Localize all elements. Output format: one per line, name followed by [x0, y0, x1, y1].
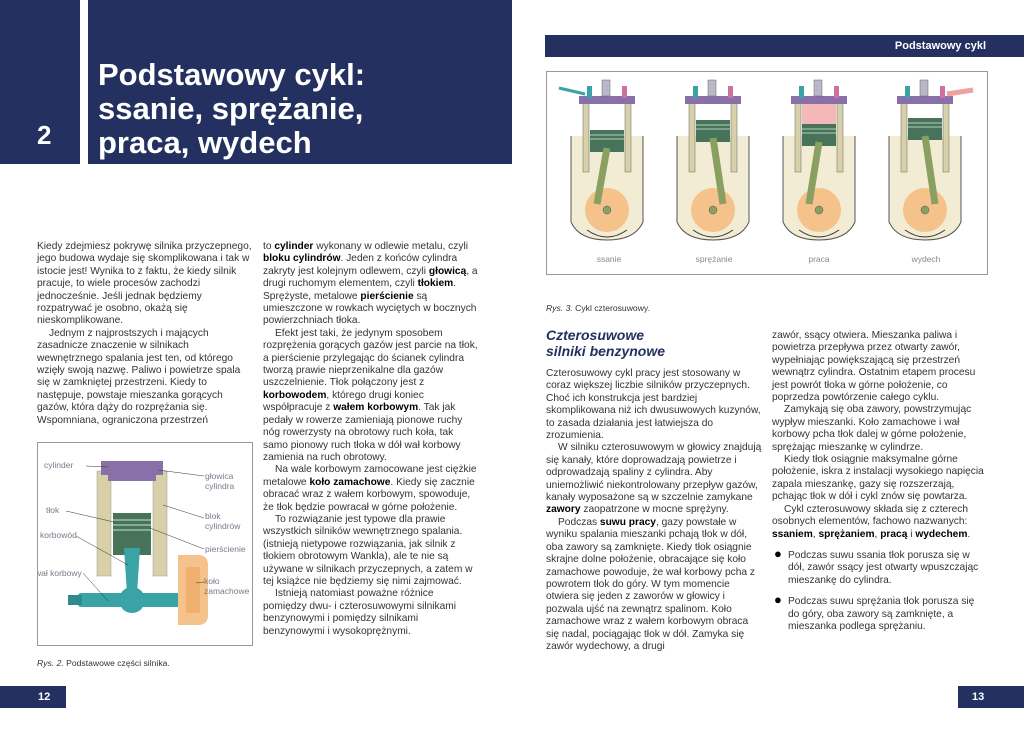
engine-stage [559, 80, 643, 240]
caption-label: Rys. 3. [546, 303, 573, 313]
chapter-title-line: ssanie, sprężanie, [98, 91, 364, 126]
column-2 [263, 241, 479, 638]
label-kolo: koło [204, 576, 220, 586]
crank-pin [921, 206, 929, 214]
bullet-text: Podczas suwu ssania tłok porusza się w dół, zawór ssący jest otwarty wpuszczając mieszankę do cylindra. [788, 549, 979, 586]
exhaust-valve [834, 86, 839, 98]
spark-plug [602, 80, 610, 96]
engine-stage [677, 80, 749, 240]
label-glowica: głowica [205, 471, 234, 481]
term: wałem korbowym [333, 402, 419, 414]
text-run: . Sprężyste, metalowe [263, 278, 457, 302]
text-run: Na wale korbowym zamocowane jest ciężkie metalowe [263, 464, 477, 488]
term: suwu pracy [599, 516, 656, 528]
exhaust-valve [728, 86, 733, 98]
figure-four-stroke-cycle [546, 71, 988, 275]
caption-text: Podstawowe części silnika. [63, 658, 170, 668]
text-run: , a drugi ruchomym elementem, czyli [263, 265, 478, 290]
label-blok-2: cylindrów [205, 521, 241, 531]
text-run: to [263, 241, 275, 252]
cylinder-wall [625, 102, 631, 172]
text-run: i [907, 528, 916, 540]
label-tlok: tłok [46, 505, 60, 515]
text-run: . Jeden z końców cylindra zakryty jest kolejnym odlewem, czyli [263, 253, 458, 277]
term: głowicą [428, 265, 467, 277]
engine-parts-diagram [38, 443, 252, 645]
paragraph: zawór, ssący otwiera. Mieszanka paliwa i powietrza przepływa przez otwarty zawór, wypełniając powiększającą się przestrzeń wewnątrz cylindra. Ostatnim etapem procesu jest powrót tłoka w górne położenie, co poprzedza powtórzenie całego cyklu. [772, 330, 976, 404]
paragraph: To rozwiązanie jest typowe dla prawie wszystkich silników wewnętrznego spalania. (istnieją nietypowe rozwiązania, jak silnik z tłokiem obrotowym Wankla), ale te nie są używane w silnikach przyczepnych, a zatem w tej książce nie będziemy się nimi zajmować. [263, 513, 473, 587]
term: tłokiem [417, 278, 454, 290]
term: pracą [880, 528, 908, 540]
intake-valve [905, 86, 910, 98]
paragraph [263, 464, 479, 514]
four-stroke-diagram [547, 72, 987, 274]
paragraph [546, 517, 762, 653]
combustion-gas [802, 104, 836, 124]
cylinder-wall [795, 102, 801, 172]
exhaust-valve [940, 86, 945, 98]
engine-stage [889, 80, 973, 240]
exhaust-valve [622, 86, 627, 98]
bullet-item [772, 592, 988, 633]
intake-valve [799, 86, 804, 98]
label-wal-korbowy: wał korbowy [38, 568, 82, 578]
crank-pin [709, 206, 717, 214]
page-number-left [0, 686, 66, 708]
running-header-text: Podstawowy cykl [894, 40, 986, 52]
label-blok: blok [205, 511, 221, 521]
spark-plug [814, 80, 822, 96]
chapter-number-block [0, 0, 80, 164]
bullet-item [772, 545, 988, 587]
text-run: Efekt jest taki, że jedynym sposobem rozprężenia gorących gazów jest parcie na tłok, a pierścienie przylegając do ścianek cylindra tworzą prawie nieprzenikalne dla gazów uszczelnienie. Tłok połączony jest z [263, 327, 478, 389]
term: pierścienie [360, 290, 414, 302]
section-title-line: Czterosuwowe [546, 327, 645, 343]
paragraph [263, 328, 479, 464]
crank-pin [603, 206, 611, 214]
paragraph: Kiedy tłok osiągnie maksymalne górne położenie, iskra z instalacji wysokiego napięcia zapala mieszankę, gazy się rozszerzają, pchając tłok w dół i cykl znów się powtarza. [772, 454, 984, 503]
paragraph: Czterosuwowy cykl pracy jest stosowany w coraz większej liczbie silników przyczepnych. Choć ich konstrukcja jest bardziej skomplikowana niż ich dwusuwowych kuzynów, to zasada działania jest łatwiejsza do zrozumienia. [546, 368, 761, 442]
term: wydechem [915, 528, 968, 540]
label-pierscienie: pierścienie [205, 544, 246, 554]
intake-valve [693, 86, 698, 98]
column-3 [546, 368, 762, 653]
chapter-title-line: praca, wydech [98, 125, 312, 160]
term: sprężaniem [818, 528, 875, 540]
exhaust-flow [947, 90, 973, 94]
paragraph: Jednym z najprostszych i mających zasadnicze znaczenie w silnikach wewnętrznego spalania jest ten, od którego wzięły swoją nazwę. Paliwo i powietrze spala się w zamkniętej przestrzeni. Kiedy to następuje, powstaje mieszanka gorących gazów, która dąży do rozprężania się. Wspomniana, ograniczona przestrzeń [37, 327, 241, 426]
chapter-title-block [88, 0, 512, 164]
column-4 [772, 330, 988, 633]
page-number: 12 [38, 691, 51, 703]
text-run: . Kiedy się zacznie obracać wraz z wałem korbowym, spowoduje, że tłok będzie powracał w górne położenie. [263, 476, 475, 513]
chapter-title-line: Podstawowy cykl: [98, 57, 366, 92]
spark-plug [920, 80, 928, 96]
bullet-icon: ● [774, 545, 782, 561]
chapter-title [98, 58, 365, 160]
term: koło zamachowe [309, 476, 391, 488]
term: bloku cylindrów [263, 253, 341, 265]
figure-3-caption [546, 303, 846, 313]
section-title [546, 327, 766, 359]
stage-label-ssanie: ssanie [596, 254, 622, 264]
paragraph: Kiedy zdejmiesz pokrywę silnika przyczepnego, jego budowa wydaje się skomplikowana i tak w istocie jest! Wynika to z faktu, że kiedy silnik pracuje, to wiele procesów zachodzi jednocześnie. Jeśli jednak będziemy rozpatrywać je osobno, okażą się nieskomplikowane. [37, 241, 252, 327]
term: ssaniem [772, 528, 813, 540]
figure-2-caption [37, 658, 251, 668]
cylinder-wall [837, 102, 843, 172]
cylinder-wall [943, 102, 949, 172]
paragraph [772, 504, 988, 541]
chapter-number: 2 [37, 120, 52, 150]
text-run: , gazy powstałe w wyniku spalania mieszanki pchają tłok w dół, oba zawory są zamknięte. Kiedy tłok osiągnie skrajne dolne położenie, obracające się koło zamachowe powoduje, że wał korbowy pcha z powrotem tłok do góry. W tym momencie otwiera się jeden z zaworów w głowicy i pozwala ujść na zewnątrz spalinom. Koło zamachowe wraz z wałem korbowym obraca się nadal, pociągając tłok w dół. Zamyka się zawór wydechowy, a drugi [546, 516, 755, 652]
column-1 [37, 241, 253, 427]
cylinder-wall [901, 102, 907, 172]
text-run: zaopatrzone w mocne sprężyny. [580, 504, 729, 516]
label-glowica-2: cylindra [205, 481, 235, 491]
cylinder-wall [689, 102, 695, 172]
text-run: , [812, 528, 819, 540]
bullet-icon: ● [774, 592, 782, 608]
stage-label-sprezanie: sprężanie [695, 254, 733, 264]
label-kolo-2: zamachowe [204, 586, 250, 596]
intake-flow [559, 88, 585, 94]
text-run: Cykl czterosuwowy składa się z czterech osobnych elementów, fachowo nazwanych: [772, 503, 969, 528]
page-number: 13 [972, 691, 985, 703]
cylinder-wall [731, 102, 737, 172]
paragraph [263, 241, 479, 328]
cylinder-wall [583, 102, 589, 172]
caption-label: Rys. 2. [37, 658, 64, 668]
engine-stage [783, 80, 855, 240]
text-run: . Tak jak pedały w rowerze zamieniają pionowe ruchy nóg rowerzysty na obrotowy ruch koła, tak samo pionowy ruch tłoka w dół wał korbowy zamienia na ruch obrotowy. [263, 402, 463, 463]
bullet-text: Podczas suwu sprężania tłok porusza się do góry, oba zawory są zamknięte, a mieszanka podlega sprężaniu. [788, 596, 975, 632]
spark-plug [708, 80, 716, 96]
stage-label-wydech: wydech [911, 254, 941, 264]
paragraph: Istnieją natomiast poważne różnice pomiędzy dwu- i czterosuwowymi silnikami benzynowymi i pomiędzy silnikami benzynowymi i wysokoprężnymi. [263, 588, 457, 637]
text-run: W silniku czterosuwowym w głowicy znajdują się kanały, które doprowadzają powietrze i odprowadzają spaliny z cylindra. Aby uniemożliwić niekontrolowany przepływ gazów, kanały wyposażone są w szczelnie zamykane [546, 442, 762, 504]
text-run: wykonany w odlewie metalu, czyli [313, 241, 468, 252]
text-run: są umieszczone w rowkach wyciętych w bocznych powierzchniach tłoka. [263, 290, 477, 327]
term: korbowodem [263, 389, 327, 401]
term: zawory [546, 504, 581, 516]
text-run: , [874, 528, 881, 540]
stage-label-praca: praca [808, 254, 830, 264]
text-run: . [967, 528, 971, 540]
intake-valve [587, 86, 592, 98]
text-run: Podczas [558, 516, 600, 528]
page-number-right [958, 686, 1024, 708]
label-korbowod: korbowód [40, 530, 77, 540]
running-header [545, 35, 1024, 57]
paragraph: Zamykają się oba zawory, powstrzymując wypływ mieszanki. Koło zamachowe i wał korbowy pcha tłok dalej w górne położenie, sprężając mieszankę w cylindrze. [772, 404, 972, 453]
term: cylinder [274, 241, 314, 252]
text-run: , którego drugi koniec współpracuje z [263, 389, 424, 414]
label-cylinder: cylinder [44, 460, 74, 470]
paragraph [546, 442, 762, 516]
crank-pin [815, 206, 823, 214]
caption-text: Cykl czterosuwowy. [572, 303, 650, 313]
section-title-line: silniki benzynowe [546, 343, 666, 359]
figure-engine-parts [37, 442, 253, 646]
